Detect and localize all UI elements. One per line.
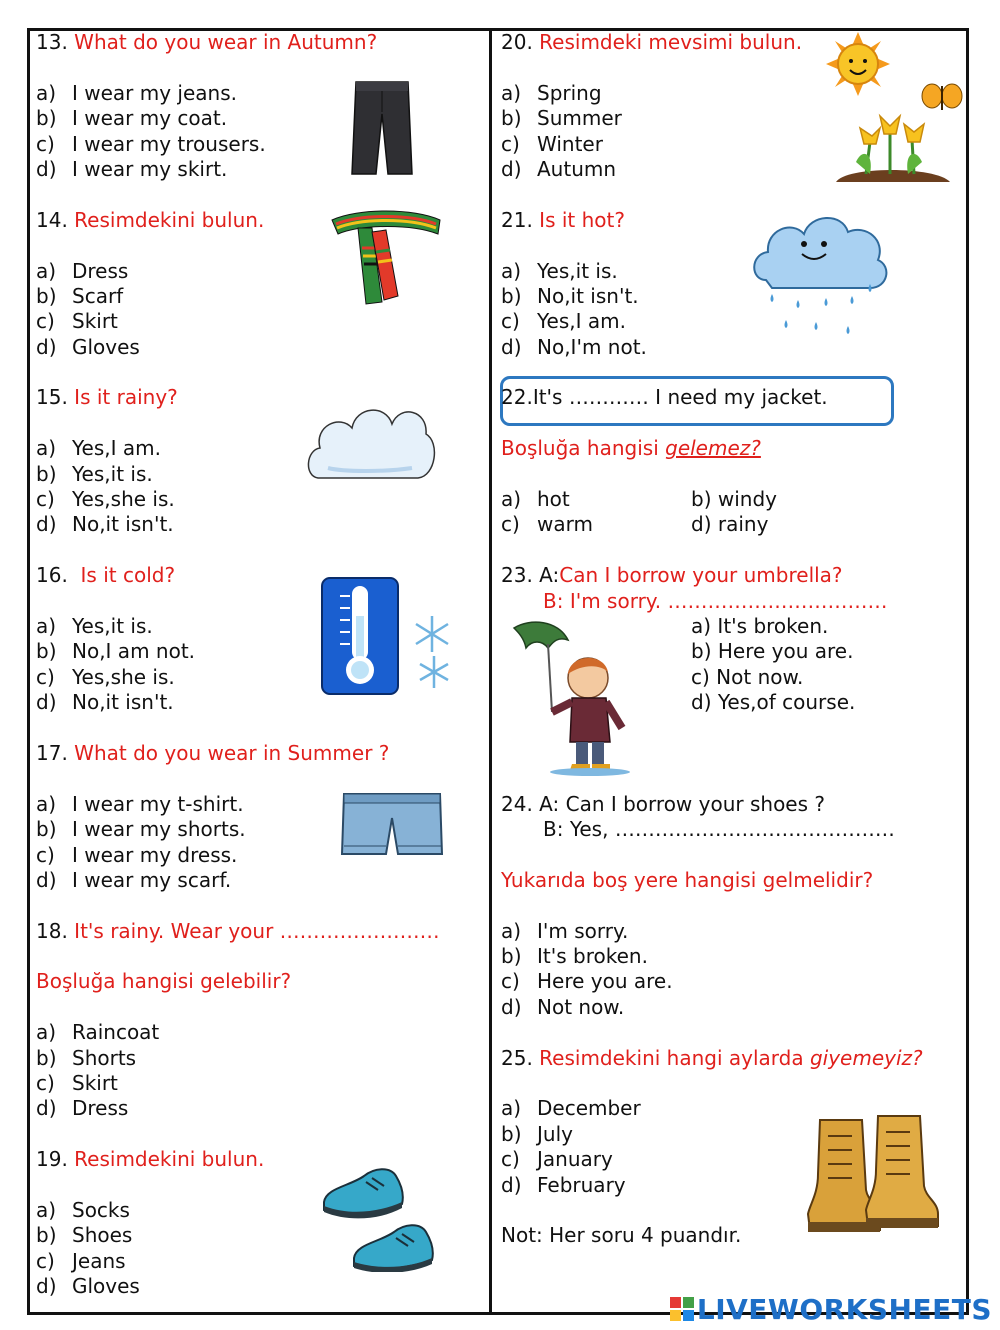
q14-option-a[interactable]: a) Dress [36, 258, 129, 283]
q14-question: 14. Resimdekini bulun. [36, 207, 265, 232]
q22-option-a[interactable]: a) hot [501, 487, 570, 512]
q15-question: 15. Is it rainy? [36, 385, 178, 410]
q18-option-d[interactable]: d) Dress [36, 1096, 129, 1121]
q16-question: 16. Is it cold? [36, 563, 176, 588]
scarf-icon [328, 208, 444, 310]
q16-option-c[interactable]: c) Yes,she is. [36, 664, 175, 689]
q16-option-b[interactable]: b) No,I am not. [36, 639, 196, 664]
q13-option-b[interactable]: b) I wear my coat. [36, 106, 228, 131]
q24-subquestion: Yukarıda boş yere hangisi gelmelidir? [501, 867, 874, 892]
q24-question-b: B: Yes, …………………………………… [543, 817, 895, 842]
q24-question-a: 24. A: Can I borrow your shoes ? [501, 791, 826, 816]
q17-option-b[interactable]: b) I wear my shorts. [36, 817, 246, 842]
q19-option-a[interactable]: a) Socks [36, 1197, 130, 1222]
q25-option-d[interactable]: d) February [501, 1172, 626, 1197]
q21-option-a[interactable]: a) Yes,it is. [501, 258, 618, 283]
rain-cloud-icon [748, 210, 892, 342]
q18-question: 18. It's rainy. Wear your …………………… [36, 918, 440, 943]
q16-option-d[interactable]: d) No,it isn't. [36, 690, 174, 715]
q23-option-a[interactable]: a) It's broken. [691, 613, 829, 638]
column-divider [489, 28, 492, 1315]
q18-option-c[interactable]: c) Skirt [36, 1071, 118, 1096]
trousers-icon [350, 78, 414, 178]
q14-option-b[interactable]: b) Scarf [36, 283, 124, 308]
q22-option-d[interactable]: d) rainy [691, 512, 769, 537]
q19-option-b[interactable]: b) Shoes [36, 1223, 133, 1248]
q16-option-a[interactable]: a) Yes,it is. [36, 613, 153, 638]
q25-option-c[interactable]: c) January [501, 1147, 613, 1172]
q17-question: 17. What do you wear in Summer ? [36, 740, 390, 765]
q14-option-c[interactable]: c) Skirt [36, 309, 118, 334]
q18-option-b[interactable]: b) Shorts [36, 1045, 137, 1070]
q13-question: 13. What do you wear in Autumn? [36, 30, 378, 54]
umbrella-boy-icon [512, 618, 638, 776]
q22-option-c[interactable]: c) warm [501, 512, 593, 537]
q19-option-d[interactable]: d) Gloves [36, 1274, 140, 1299]
liveworksheets-logo-mark-icon [669, 1296, 695, 1322]
shorts-icon [340, 792, 444, 858]
q23-question-b: B: I'm sorry. …………………………… [543, 588, 888, 613]
q17-option-d[interactable]: d) I wear my scarf. [36, 867, 232, 892]
q20-question: 20. Resimdeki mevsimi bulun. [501, 30, 803, 54]
q24-option-c[interactable]: c) Here you are. [501, 969, 673, 994]
q13-option-c[interactable]: c) I wear my trousers. [36, 131, 266, 156]
q21-question: 21. Is it hot? [501, 207, 625, 232]
q15-option-c[interactable]: c) Yes,she is. [36, 487, 175, 512]
q21-option-c[interactable]: c) Yes,I am. [501, 309, 626, 334]
q18-option-a[interactable]: a) Raincoat [36, 1020, 160, 1045]
q22-options-row-1 [501, 487, 961, 512]
q18-subquestion: Boşluğa hangisi gelebilir? [36, 969, 292, 994]
q15-option-b[interactable]: b) Yes,it is. [36, 461, 153, 486]
liveworksheets-logo: LIVEWORKSHEETS [669, 1293, 992, 1326]
q15-option-d[interactable]: d) No,it isn't. [36, 512, 174, 537]
cloud-icon [304, 398, 438, 490]
q13-option-a[interactable]: a) I wear my jeans. [36, 80, 237, 105]
q19-question: 19. Resimdekini bulun. [36, 1147, 265, 1172]
q21-option-d[interactable]: d) No,I'm not. [501, 334, 647, 359]
q25-option-b[interactable]: b) July [501, 1121, 573, 1146]
q23-option-c[interactable]: c) Not now. [691, 664, 804, 689]
q24-option-d[interactable]: d) Not now. [501, 994, 625, 1019]
score-note: Not: Her soru 4 puandır. [501, 1223, 742, 1248]
q25-option-a[interactable]: a) December [501, 1096, 641, 1121]
q22-question: 22.It's ………… I need my jacket. [501, 385, 828, 410]
q20-option-b[interactable]: b) Summer [501, 106, 622, 131]
q24-option-a[interactable]: a) I'm sorry. [501, 918, 629, 943]
q25-question: 25. Resimdekini hangi aylarda giyemeyiz? [501, 1045, 923, 1070]
q20-option-d[interactable]: d) Autumn [501, 156, 617, 181]
q14-option-d[interactable]: d) Gloves [36, 334, 140, 359]
q15-option-a[interactable]: a) Yes,I am. [36, 436, 161, 461]
boots-icon [806, 1114, 940, 1236]
q13-option-d[interactable]: d) I wear my skirt. [36, 156, 228, 181]
q22-subquestion: Boşluğa hangisi gelemez? [501, 436, 761, 461]
sun-flowers-icon [826, 32, 964, 190]
q17-option-a[interactable]: a) I wear my t-shirt. [36, 791, 244, 816]
q21-option-b[interactable]: b) No,it isn't. [501, 283, 639, 308]
q20-option-a[interactable]: a) Spring [501, 80, 602, 105]
q23-question-a: 23. A:Can I borrow your umbrella? [501, 563, 843, 588]
q23-option-b[interactable]: b) Here you are. [691, 639, 854, 664]
q19-option-c[interactable]: c) Jeans [36, 1248, 126, 1273]
q20-option-c[interactable]: c) Winter [501, 131, 603, 156]
q23-option-d[interactable]: d) Yes,of course. [691, 690, 856, 715]
thermometer-icon [320, 576, 462, 696]
q22-option-b[interactable]: b) windy [691, 487, 777, 512]
shoes-icon [320, 1162, 444, 1272]
q22-options-row-2 [501, 512, 961, 537]
q17-option-c[interactable]: c) I wear my dress. [36, 842, 238, 867]
q24-option-b[interactable]: b) It's broken. [501, 944, 648, 969]
